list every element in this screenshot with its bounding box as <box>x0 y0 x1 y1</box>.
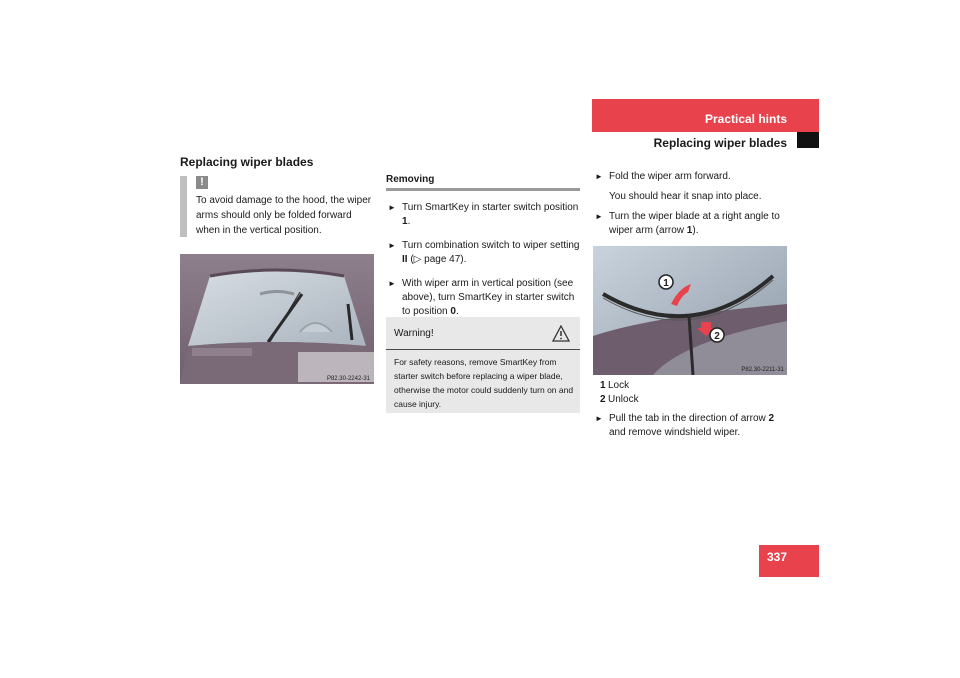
turn-step: ► Turn the wiper blade at a right angle to wiper arm (arrow 1). <box>593 210 789 238</box>
page-title: Replacing wiper blades <box>180 155 314 169</box>
windshield-photo <box>180 254 374 384</box>
procedure-section <box>593 170 789 244</box>
fold-step: ► Fold the wiper arm forward. <box>593 170 789 184</box>
header-bar <box>592 99 819 132</box>
page-number: 337 <box>766 550 787 564</box>
callout-1: 1 <box>663 278 669 289</box>
pull-step-wrap <box>593 412 789 440</box>
removing-step: ► Turn combination switch to wiper setting II (▷ page 47). <box>386 239 580 267</box>
removing-heading: Removing <box>386 174 580 191</box>
warning-box <box>386 317 580 413</box>
note-text: To avoid damage to the hood, the wiper arms should only be folded forward when in the vertical position. <box>196 195 372 236</box>
removing-section <box>386 174 580 319</box>
photo2-code: P82.30-2211-31 <box>741 367 784 373</box>
photo1-code: P82.30-2242-31 <box>326 376 370 382</box>
photo-legend <box>600 379 639 407</box>
removing-step: ► Turn SmartKey in starter switch position 1. <box>386 201 580 229</box>
header-marker <box>797 132 819 148</box>
warning-text: For safety reasons, remove SmartKey from starter switch before replacing a wiper blade, otherwise the motor could suddenly turn on and cause injury. <box>394 357 574 409</box>
warning-divider <box>386 349 580 350</box>
legend-item: 1 Lock <box>600 380 630 391</box>
header-subsection: Replacing wiper blades <box>653 136 787 150</box>
header-section: Practical hints <box>704 112 787 126</box>
wiper-blade-photo <box>593 246 787 375</box>
warning-title: Warning! <box>394 328 434 339</box>
note-bar <box>180 176 187 237</box>
removing-step: ► With wiper arm in vertical position (see above), turn SmartKey in starter switch to position 0. <box>386 277 580 319</box>
warning-triangle-icon <box>552 325 570 343</box>
page-number-box <box>759 545 819 577</box>
fold-step-note: You should hear it snap into place. <box>609 191 762 202</box>
callout-2: 2 <box>714 331 720 342</box>
pull-step: ► Pull the tab in the direction of arrow 2 and remove windshield wiper. <box>593 412 789 440</box>
legend-item: 2 Unlock <box>600 394 639 405</box>
exclamation-icon: ! <box>196 176 208 189</box>
